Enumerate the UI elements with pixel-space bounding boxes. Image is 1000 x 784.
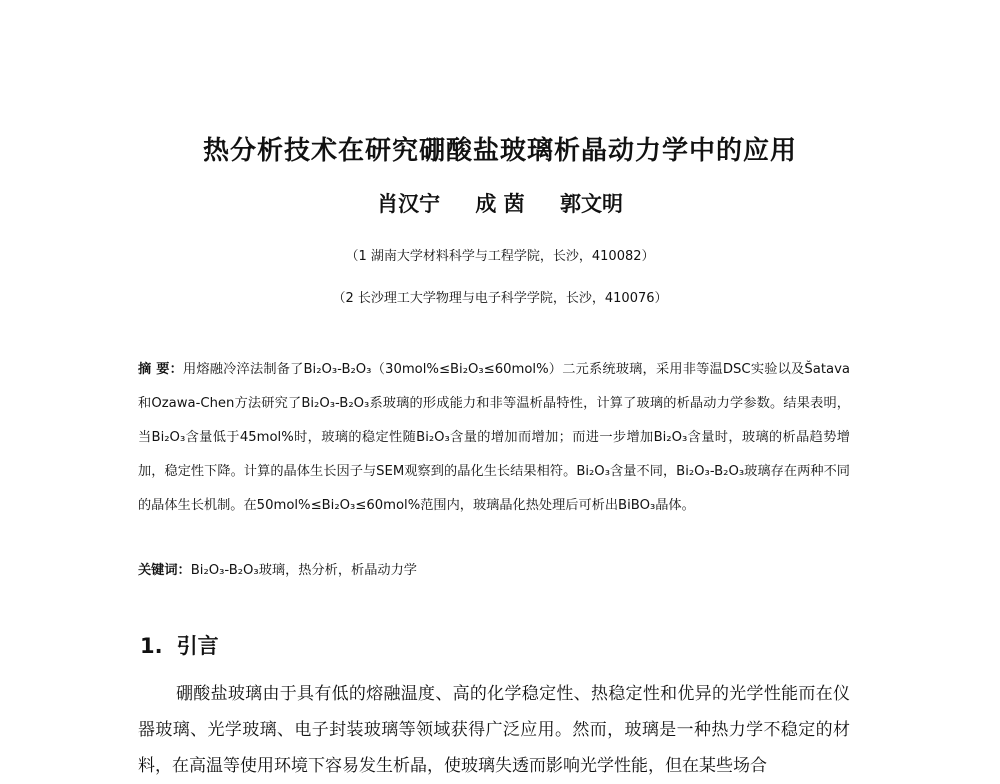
abstract — [138, 353, 850, 523]
author-list — [0, 188, 1000, 218]
section-heading — [140, 630, 219, 660]
keywords-text: Bi₂O₃-B₂O₃玻璃，热分析，析晶动力学 — [190, 563, 417, 578]
abstract-text: 用熔融冷淬法制备了Bi₂O₃-B₂O₃（30mol%≤Bi₂O₃≤60mol%）二元系统玻璃，采用非等温DSC实验以及Šatava和Ozawa-Chen方法研究了Bi₂O₃-B₂O₃系玻璃的形成能力和非等温析晶特性，计算了玻璃的析晶动力学参数。结果表明，当Bi₂O₃含量低于45mol%时，玻璃的稳定性随Bi₂O₃含量的增加而增加；而进一步增加Bi₂O₃含量时，玻璃的析晶趋势增加，稳定性下降。计算的晶体生长因子与SEM观察到的晶化生长结果相符。Bi₂O₃含量不同，Bi₂O₃-B₂O₃玻璃存在两种不同的晶体生长机制。在50mol%≤Bi₂O₃≤60mol%范围内，玻璃晶化热处理后可析出BiBO₃晶体。 — [138, 362, 850, 513]
author-name: 成 茵 — [475, 191, 525, 216]
section-title: 引言 — [176, 634, 219, 658]
paper-title: 热分析技术在研究硼酸盐玻璃析晶动力学中的应用 — [202, 136, 797, 166]
abstract-label: 摘 要： — [138, 362, 183, 377]
author-name: 郭文明 — [559, 191, 623, 216]
affiliation-1: （1 湖南大学材料科学与工程学院，长沙，410082） — [345, 249, 655, 264]
intro-paragraph: 硼酸盐玻璃由于具有低的熔融温度、高的化学稳定性、热稳定性和优异的光学性能而在仪器玻璃、光学玻璃、电子封装玻璃等领域获得广泛应用。然而，玻璃是一种热力学不稳定的材料，在高温等使用环境下容易发生析晶，使玻璃失透而影响光学性能，但在某些场合 — [138, 684, 850, 776]
section-number: 1. — [140, 634, 163, 658]
keywords-label: 关键词： — [138, 563, 191, 578]
author-name: 肖汉宁 — [377, 191, 441, 216]
keywords — [138, 558, 850, 584]
intro-body — [138, 676, 850, 784]
affiliation-2: （2 长沙理工大学物理与电子科学学院，长沙，410076） — [332, 291, 668, 306]
